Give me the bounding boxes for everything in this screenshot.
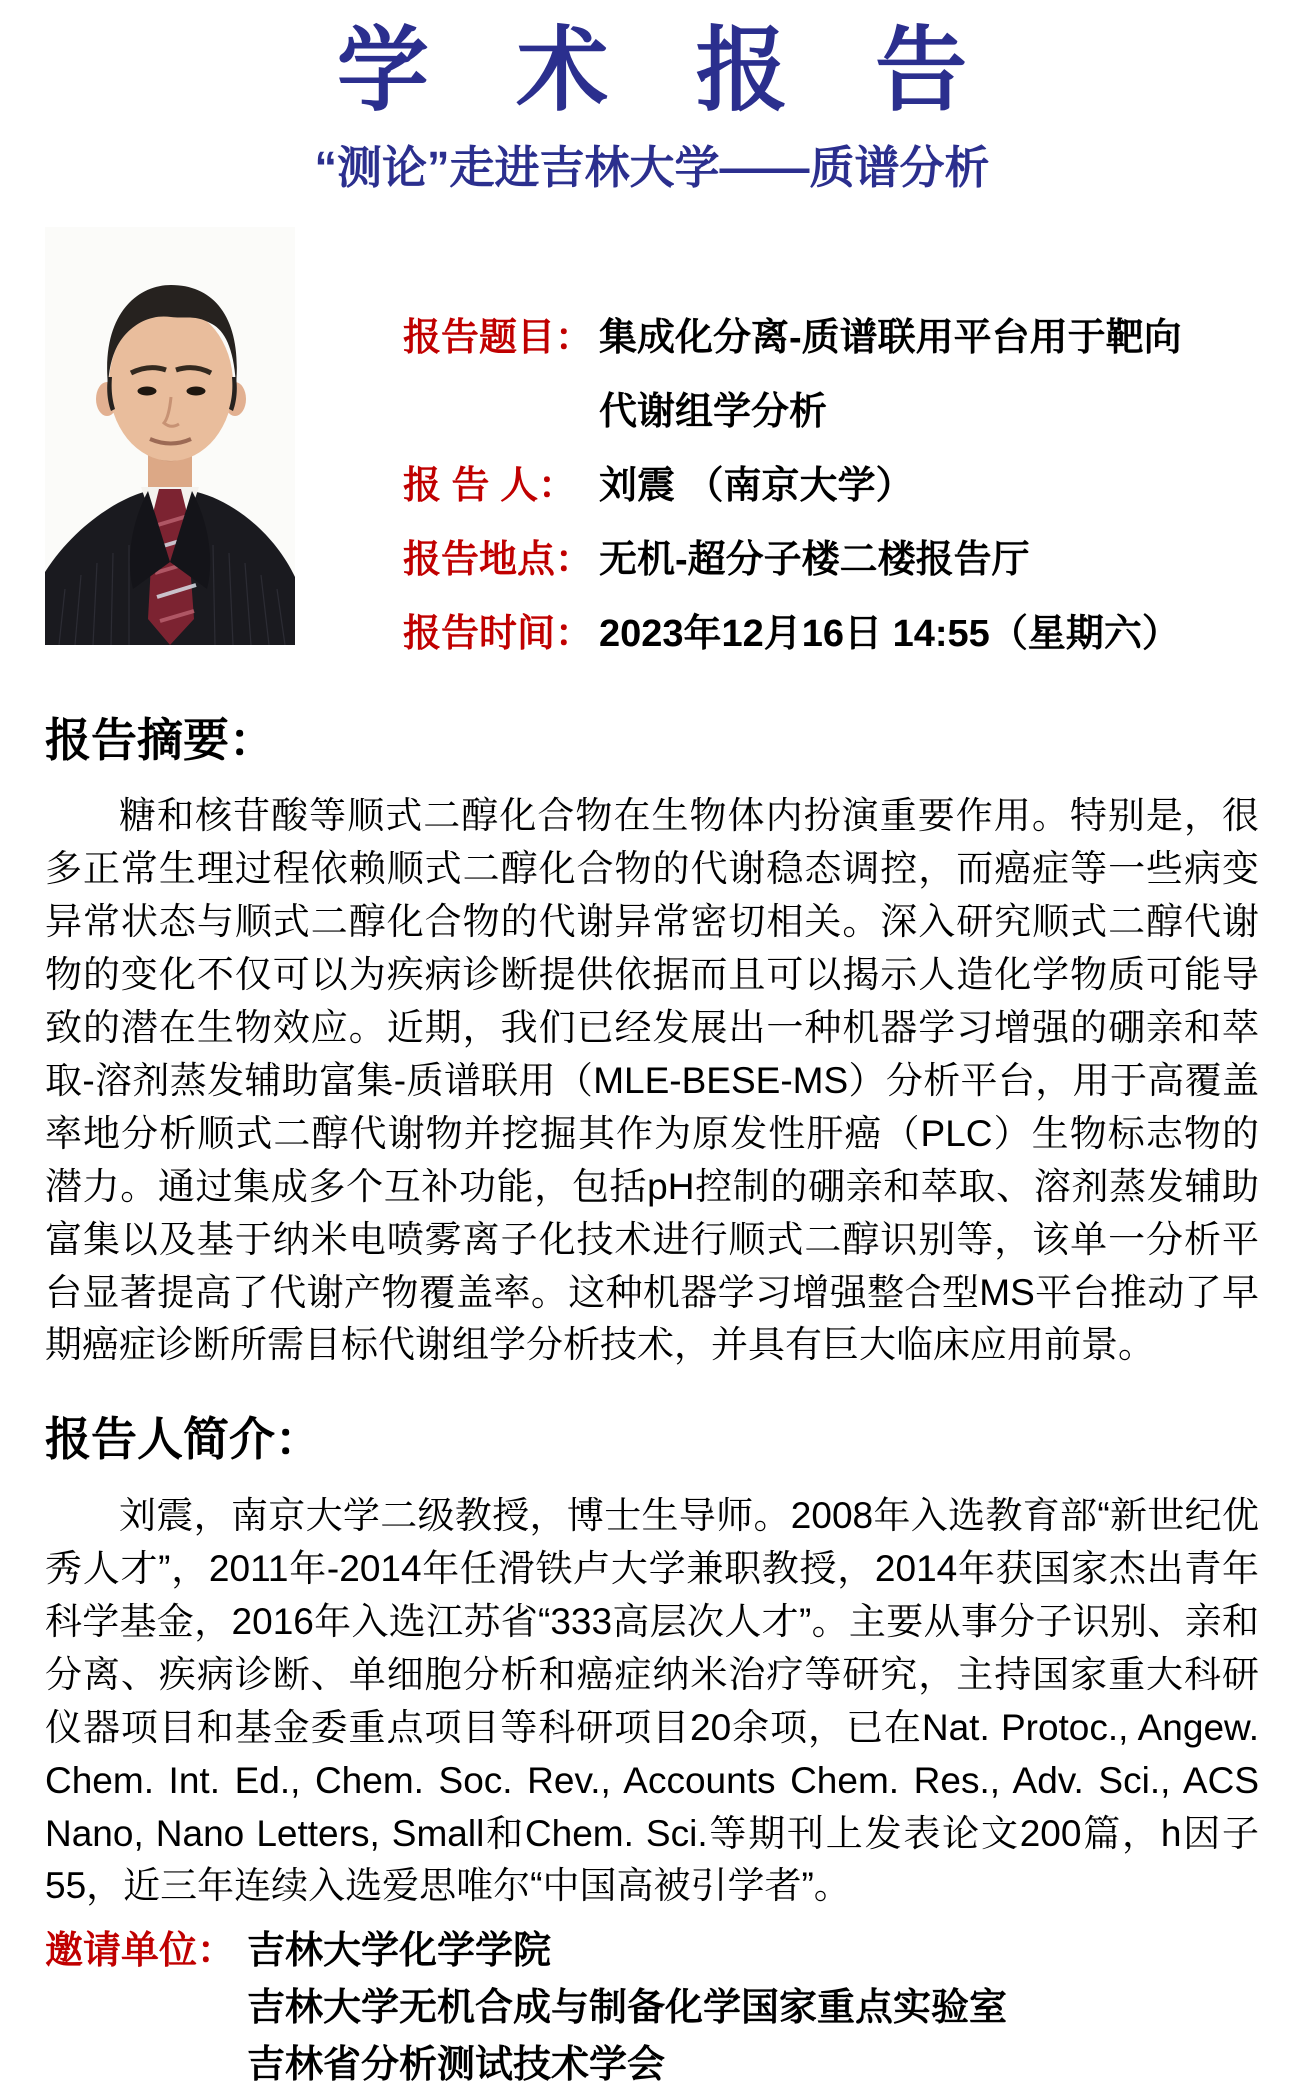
abstract-heading: 报告摘要： [45, 713, 275, 766]
info-value-speaker: 刘震 （南京大学） [599, 465, 914, 508]
page-subtitle: “测论”走进吉林大学——质谱分析 [314, 141, 990, 193]
info-value-topic: 集成化分离-质谱联用平台用于靶向 [599, 317, 1182, 360]
info-label-time: 报告时间： [403, 613, 594, 656]
info-value-location: 无机-超分子楼二楼报告厅 [599, 539, 1030, 582]
invite-org-list [247, 1923, 1007, 2094]
info-table [403, 227, 1182, 667]
info-label-location: 报告地点： [403, 539, 594, 582]
portrait-tie [154, 489, 186, 509]
info-row-time [403, 593, 1182, 667]
info-row-topic [403, 297, 1182, 371]
invite-section [45, 1923, 1259, 2094]
abstract-body: 糖和核苷酸等顺式二醇化合物在生物体内扮演重要作用。特别是，很多正常生理过程依赖顺式二醇化合物的代谢稳态调控，而癌症等一些病变异常状态与顺式二醇化合物的代谢异常密切相关。深入研究顺式二醇代谢物的变化不仅可以为疾病诊断提供依据而且可以揭示人造化学物质可能导致的潜在生物效应。近期，我们已经发展出一种机器学习增强的硼亲和萃取-溶剂蒸发辅助富集-质谱联用（MLE-BESE-MS）分析平台，用于高覆盖率地分析顺式二醇代谢物并挖掘其作为原发性肝癌（PLC）生物标志物的潜力。通过集成多个互补功能，包括pH控制的硼亲和萃取、溶剂蒸发辅助富集以及基于纳米电喷雾离子化技术进行顺式二醇识别等，该单一分析平台显著提高了代谢产物覆盖率。这种机器学习增强整合型MS平台推动了早期癌症诊断所需目标代谢组学分析技术，并具有巨大临床应用前景。 [45, 795, 1259, 1366]
bio-body: 刘震，南京大学二级教授，博士生导师。2008年入选教育部“新世纪优秀人才”，2011年-2014年任滑铁卢大学兼职教授，2014年获国家杰出青年科学基金，2016年入选江苏省“333高层次人才”。主要从事分子识别、亲和分离、疾病诊断、单细胞分析和癌症纳米治疗等研究，主持国家重大科研仪器项目和基金委重点项目等科研项目20余项，已在Nat. Protoc., Angew. Chem. Int. Ed., Chem. Soc. Rev., Accounts Chem. Res., Adv. Sci., ACS Nano, Nano Letters, Small和Chem. Sci.等期刊上发表论文200篇，h因子55，近三年连续入选爱思唯尔“中国高被引学者”。 [45, 1495, 1259, 1907]
info-row-speaker [403, 445, 1182, 519]
body-section [45, 711, 1259, 1914]
invite-org: 吉林省分析测试技术学会 [247, 2044, 666, 2087]
info-value-topic-cont: 代谢组学分析 [599, 391, 828, 434]
info-label-topic: 报告题目： [403, 317, 594, 360]
bio-heading: 报告人简介： [45, 1413, 321, 1466]
speaker-photo [45, 227, 295, 645]
invite-org: 吉林大学无机合成与制备化学国家重点实验室 [247, 1987, 1008, 2030]
info-label-speaker: 报 告 人： [403, 465, 577, 508]
invite-label: 邀请单位： [45, 1930, 236, 1973]
info-value-time: 2023年12月16日 14:55（星期六） [599, 613, 1180, 656]
info-row-topic-cont [403, 371, 1182, 445]
invite-org: 吉林大学化学学院 [247, 1930, 552, 1973]
page-title: 学术报告 [336, 17, 1055, 124]
info-row-location [403, 519, 1182, 593]
info-section [45, 227, 1259, 667]
